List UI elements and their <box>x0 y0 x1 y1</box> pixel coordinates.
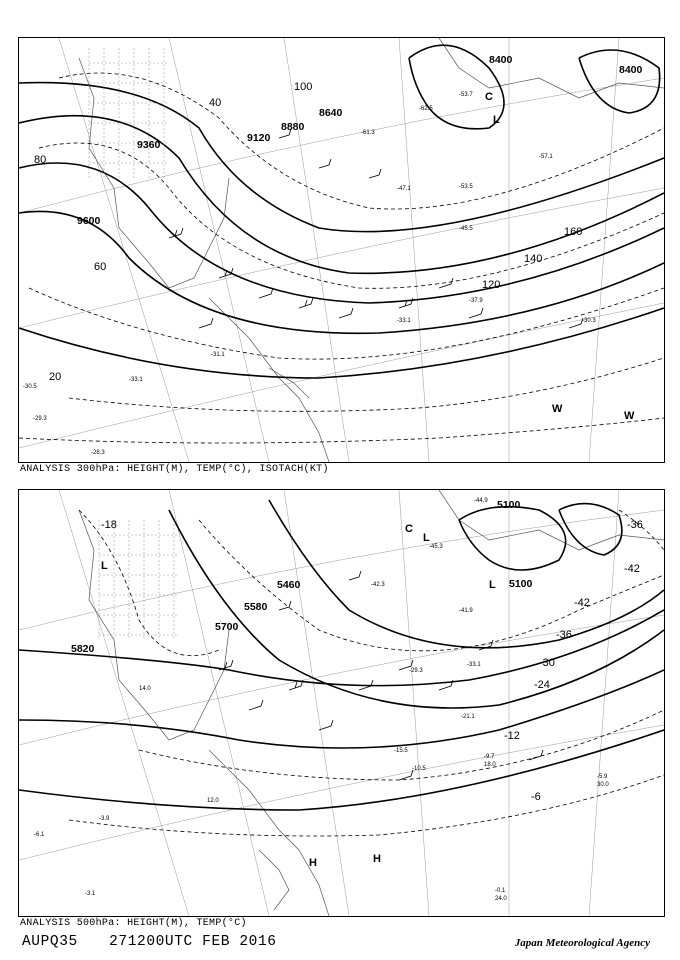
low-center-marker: L <box>423 532 430 544</box>
station-value: -0.1 <box>495 888 506 894</box>
station-value: -42.3 <box>371 582 385 588</box>
station-value: 18.0 <box>484 762 496 768</box>
height-labels <box>71 499 533 655</box>
temperature-label: -30.3 <box>582 318 596 324</box>
height-label: 5100 <box>497 499 521 511</box>
station-value: -29.3 <box>409 668 423 674</box>
height-label: 5100 <box>509 578 533 590</box>
warm-center-marker: W <box>624 410 635 422</box>
temperature-labels <box>23 92 596 456</box>
coastline <box>79 38 664 462</box>
isotach-label: 160 <box>564 226 583 238</box>
isotachs <box>19 73 664 443</box>
station-value: -21.1 <box>461 714 475 720</box>
cold-center-marker: C <box>485 91 493 103</box>
station-values <box>34 498 609 902</box>
cold-center-marker: C <box>405 523 413 535</box>
valid-time: 271200UTC FEB 2016 <box>109 934 277 950</box>
temperature-label: -37.9 <box>469 298 483 304</box>
height-label: 8880 <box>281 121 305 133</box>
temperature-label: -30.5 <box>23 384 37 390</box>
isotherm-label: -6 <box>531 791 541 803</box>
temperature-label: -29.3 <box>33 416 47 422</box>
isotach-label: 100 <box>294 81 313 93</box>
coastline <box>79 490 664 916</box>
isotach-label: 40 <box>209 97 222 109</box>
isotherm-label: -42 <box>574 597 590 609</box>
wind-barbs <box>169 129 583 328</box>
height-label: 8640 <box>319 107 343 119</box>
temperature-label: -47.1 <box>397 186 411 192</box>
station-value: -33.1 <box>467 662 481 668</box>
temperature-label: -31.1 <box>211 352 225 358</box>
height-label: 5820 <box>71 643 95 655</box>
height-label: 9120 <box>247 132 271 144</box>
caption-300hpa: ANALYSIS 300hPa: HEIGHT(M), TEMP(°C), ISOTACH(KT) <box>20 464 329 475</box>
temperature-label: -33.1 <box>129 377 143 383</box>
height-labels <box>77 54 643 227</box>
isotach-label: 80 <box>34 154 47 166</box>
isotach-label: 60 <box>94 261 107 273</box>
station-value: -5.9 <box>597 774 608 780</box>
low-center-marker: L <box>101 560 108 572</box>
temperature-label: -45.5 <box>459 226 473 232</box>
isotherm-label: -12 <box>504 730 520 742</box>
height-contours <box>19 45 664 378</box>
isotherm-label: -36 <box>627 519 643 531</box>
height-label: 8400 <box>619 64 643 76</box>
isotherm-label: -36 <box>556 629 572 641</box>
height-label: 9600 <box>77 215 101 227</box>
station-value: -3.9 <box>99 816 110 822</box>
warm-center-marker: W <box>552 403 563 415</box>
map-300hpa <box>19 38 664 462</box>
station-value: 30.0 <box>597 782 609 788</box>
graticule <box>19 38 664 462</box>
station-value: -10.5 <box>412 766 426 772</box>
low-center-marker: L <box>489 579 496 591</box>
pressure-systems <box>485 91 635 422</box>
caption-500hpa: ANALYSIS 500hPa: HEIGHT(M), TEMP(°C) <box>20 918 247 929</box>
height-label: 5460 <box>277 579 301 591</box>
chart-300hpa <box>18 37 665 463</box>
station-value: -9.7 <box>484 754 495 760</box>
agency-credit: Japan Meteorological Agency <box>514 937 650 949</box>
height-label: 5580 <box>244 601 268 613</box>
temperature-label: -53.5 <box>459 184 473 190</box>
low-center-marker: L <box>493 114 500 126</box>
isotach-label: 120 <box>482 279 501 291</box>
station-value: 24.0 <box>495 896 507 902</box>
temperature-labels <box>101 519 643 803</box>
isotherm-label: -24 <box>534 679 550 691</box>
hatched-region <box>89 48 169 178</box>
station-value: -6.1 <box>34 832 45 838</box>
station-value: -44.9 <box>474 498 488 504</box>
temperature-label: -53.7 <box>459 92 473 98</box>
isotherms <box>69 510 664 836</box>
temperature-label: -57.1 <box>539 154 553 160</box>
isotherm-label: -30 <box>539 657 555 669</box>
station-value: -15.5 <box>394 748 408 754</box>
map-500hpa <box>19 490 664 916</box>
height-label: 9360 <box>137 139 161 151</box>
graticule <box>19 490 664 916</box>
isotach-labels <box>34 81 582 383</box>
hatched-region <box>99 520 179 640</box>
isotherm-label: -42 <box>624 563 640 575</box>
station-value: -3.1 <box>85 891 96 897</box>
temperature-label: -33.1 <box>397 318 411 324</box>
temperature-label: -62.5 <box>419 106 433 112</box>
station-value: -41.9 <box>459 608 473 614</box>
high-center-marker: H <box>309 857 317 869</box>
isotherm-label: -18 <box>101 519 117 531</box>
station-value: 14.0 <box>139 686 151 692</box>
bulletin-header <box>22 934 299 950</box>
isotach-label: 20 <box>49 371 62 383</box>
temperature-label: -28.3 <box>91 450 105 456</box>
temperature-label: -61.3 <box>361 130 375 136</box>
height-label: 8400 <box>489 54 513 66</box>
bulletin-code: AUPQ35 <box>22 934 78 950</box>
chart-500hpa <box>18 489 665 917</box>
high-center-marker: H <box>373 853 381 865</box>
isotach-label: 140 <box>524 253 543 265</box>
height-label: 5700 <box>215 621 239 633</box>
station-value: 12.0 <box>207 798 219 804</box>
station-value: -45.3 <box>429 544 443 550</box>
